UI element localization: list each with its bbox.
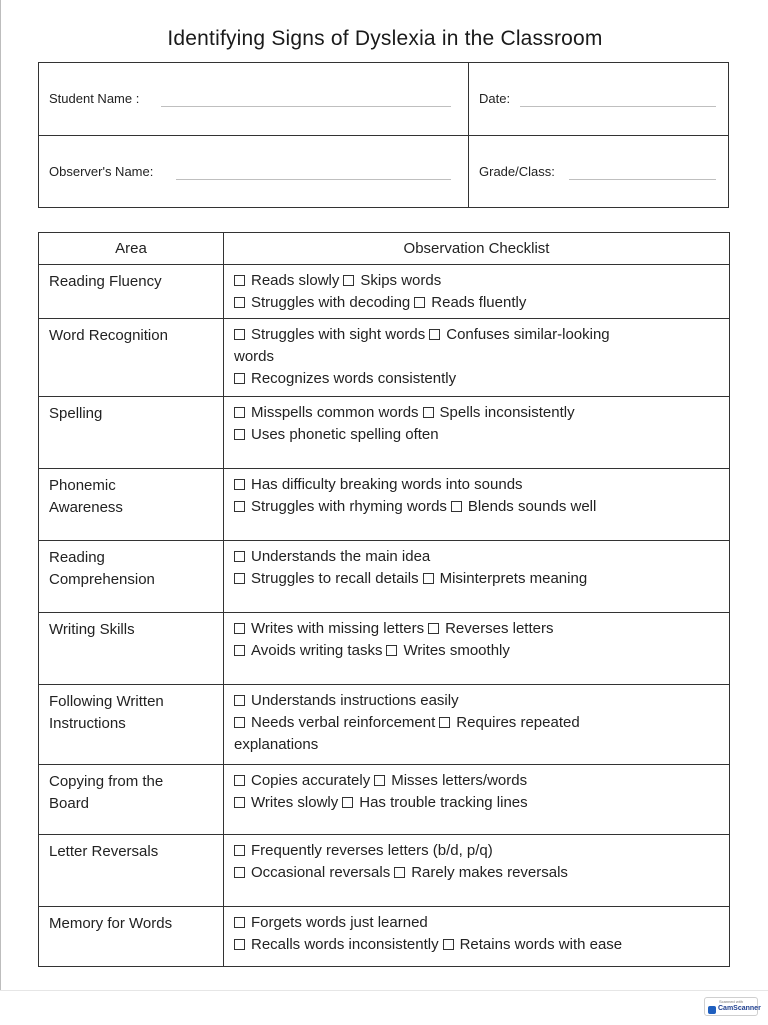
checkbox[interactable] [234,429,245,440]
checklist-item-label: Misinterprets meaning [439,570,588,587]
table-row [39,319,730,397]
checklist-item-label: Understands the main idea [251,548,431,565]
area-label: Comprehension [49,571,155,588]
grade-class-cell [469,136,728,208]
checklist-cell [224,613,730,685]
checkbox[interactable] [234,297,245,308]
area-label: Reading [49,549,105,566]
checklist-item-label: Struggles to recall details [251,570,419,587]
table-row [39,613,730,685]
checklist-line [234,792,719,814]
checklist-line [234,496,719,518]
page-title: Identifying Signs of Dyslexia in the Classroom [167,27,603,50]
checklist-item-label: Writes with missing letters [251,620,425,637]
checklist-line [234,862,719,884]
checklist-item-label: Reads slowly [251,272,340,289]
checklist-item-label: Retains words with ease [459,936,623,953]
checklist-line [234,546,719,568]
observer-name-label: Observer's Name: [49,164,154,179]
checklist-line [234,934,719,956]
checklist-item-label: Understands instructions easily [251,692,459,709]
checklist-item-label: Has trouble tracking lines [359,794,528,811]
checklist-item-label: Uses phonetic spelling often [251,426,439,443]
checkbox[interactable] [343,275,354,286]
checklist-cell [224,541,730,613]
checkbox[interactable] [439,717,450,728]
camscanner-badge [704,997,761,1016]
table-row [39,685,730,765]
area-label: Board [49,795,90,812]
checklist-body [39,265,730,967]
checklist-item-label: Reverses letters [445,620,554,637]
checkbox[interactable] [234,867,245,878]
checklist-item-label: Occasional reversals [251,864,391,881]
checklist-item-label: Recognizes words consistently [251,370,457,387]
checklist-item-label: Skips words [360,272,442,289]
checklist-line [234,734,719,756]
checklist-item-label: Frequently reverses letters (b/d, p/q) [251,842,493,859]
checkbox[interactable] [414,297,425,308]
area-cell [39,685,224,765]
header-observation-checklist: Observation Checklist [224,233,730,265]
checklist-item-label: Has difficulty breaking words into sounds [251,476,523,493]
checkbox[interactable] [423,407,434,418]
checklist-cell [224,319,730,397]
area-cell [39,397,224,469]
area-cell [39,541,224,613]
area-label: Spelling [49,405,103,422]
checklist-cell [224,685,730,765]
checklist-line [234,770,719,792]
area-cell [39,265,224,319]
checklist-cell [224,469,730,541]
table-row [39,765,730,835]
table-row [39,907,730,967]
observer-name-line[interactable] [176,179,451,180]
area-label: Instructions [49,715,126,732]
camscanner-name: CamScanner [718,1005,761,1012]
checkbox[interactable] [234,717,245,728]
table-row [39,265,730,319]
checklist-item-label: Forgets words just learned [251,914,428,931]
checklist-line [234,292,719,314]
area-label: Reading Fluency [49,273,162,290]
checklist-line [234,324,719,346]
area-label: Word Recognition [49,327,168,344]
checklist-item-label: Struggles with decoding [251,294,411,311]
checkbox[interactable] [234,645,245,656]
area-label: Writing Skills [49,621,135,638]
checkbox[interactable] [374,775,385,786]
checklist-line [234,640,719,662]
checklist-cell [224,397,730,469]
checkbox[interactable] [423,573,434,584]
observation-checklist-table [38,232,730,967]
checkbox[interactable] [394,867,405,878]
checklist-cell [224,765,730,835]
checklist-cell [224,265,730,319]
checklist-item-label: Reads fluently [431,294,527,311]
area-cell [39,469,224,541]
area-cell [39,765,224,835]
checklist-line [234,618,719,640]
date-label: Date: [479,91,511,106]
continuation-text: words [234,348,275,365]
date-cell [469,63,728,135]
table-row [39,541,730,613]
checkbox[interactable] [234,797,245,808]
checklist-line [234,912,719,934]
checklist-line [234,690,719,712]
scanned-with-text: Scanned with [718,999,743,1004]
area-cell [39,319,224,397]
checkbox[interactable] [234,623,245,634]
continuation-text: explanations [234,736,319,753]
checklist-item-label: Avoids writing tasks [251,642,383,659]
area-label: Letter Reversals [49,843,159,860]
checklist-item-label: Spells inconsistently [439,404,575,421]
checklist-item-label: Misspells common words [251,404,419,421]
checkbox[interactable] [234,407,245,418]
checkbox[interactable] [443,939,454,950]
checkbox[interactable] [234,501,245,512]
checkbox[interactable] [234,775,245,786]
area-cell [39,613,224,685]
checklist-line [234,712,719,734]
checklist-item-label: Needs verbal reinforcement [251,714,436,731]
checklist-item-label: Misses letters/words [391,772,528,789]
area-label: Phonemic [49,477,116,494]
checkbox[interactable] [234,573,245,584]
checklist-item-label: Recalls words inconsistently [251,936,439,953]
student-name-label: Student Name : [49,91,140,106]
student-name-cell [39,63,469,135]
table-row [39,397,730,469]
checkbox[interactable] [234,329,245,340]
checklist-item-label: Copies accurately [251,772,371,789]
camscanner-logo-icon [708,1006,716,1014]
area-label: Memory for Words [49,915,173,932]
observer-name-cell [39,136,469,208]
checklist-line [234,840,719,862]
checklist-line [234,474,719,496]
checkbox[interactable] [234,939,245,950]
grade-class-label: Grade/Class: [479,164,555,179]
header-area: Area [39,233,224,265]
checklist-cell [224,907,730,967]
checklist-line [234,346,719,368]
checklist-line [234,402,719,424]
table-row [39,469,730,541]
checkbox[interactable] [429,329,440,340]
scan-footer [0,990,768,1025]
checkbox[interactable] [234,917,245,928]
checklist-line [234,368,719,390]
area-cell [39,835,224,907]
checklist-item-label: Requires repeated [456,714,580,731]
checklist-item-label: Struggles with sight words [251,326,426,343]
checkbox[interactable] [451,501,462,512]
checklist-item-label: Rarely makes reversals [411,864,568,881]
checklist-item-label: Struggles with rhyming words [251,498,447,515]
checklist-line [234,568,719,590]
area-label: Copying from the [49,773,164,790]
checkbox[interactable] [234,479,245,490]
student-name-line[interactable] [161,106,451,107]
grade-class-line[interactable] [569,179,716,180]
area-label: Awareness [49,499,123,516]
checklist-item-label: Blends sounds well [467,498,597,515]
table-header-row [39,233,730,265]
area-cell [39,907,224,967]
checkbox[interactable] [234,845,245,856]
checkbox[interactable] [234,551,245,562]
checkbox[interactable] [234,275,245,286]
checklist-item-label: Writes slowly [251,794,339,811]
checklist-line [234,424,719,446]
student-info-box [38,62,729,208]
checklist-item-label: Confuses similar-looking [446,326,610,343]
checkbox[interactable] [342,797,353,808]
checkbox[interactable] [386,645,397,656]
area-label: Following Written [49,693,164,710]
info-row-1 [39,63,728,136]
checkbox[interactable] [234,373,245,384]
checklist-line [234,270,719,292]
checkbox[interactable] [234,695,245,706]
checklist-cell [224,835,730,907]
checkbox[interactable] [428,623,439,634]
checklist-item-label: Writes smoothly [403,642,510,659]
info-row-2 [39,136,728,208]
date-line[interactable] [520,106,716,107]
table-row [39,835,730,907]
